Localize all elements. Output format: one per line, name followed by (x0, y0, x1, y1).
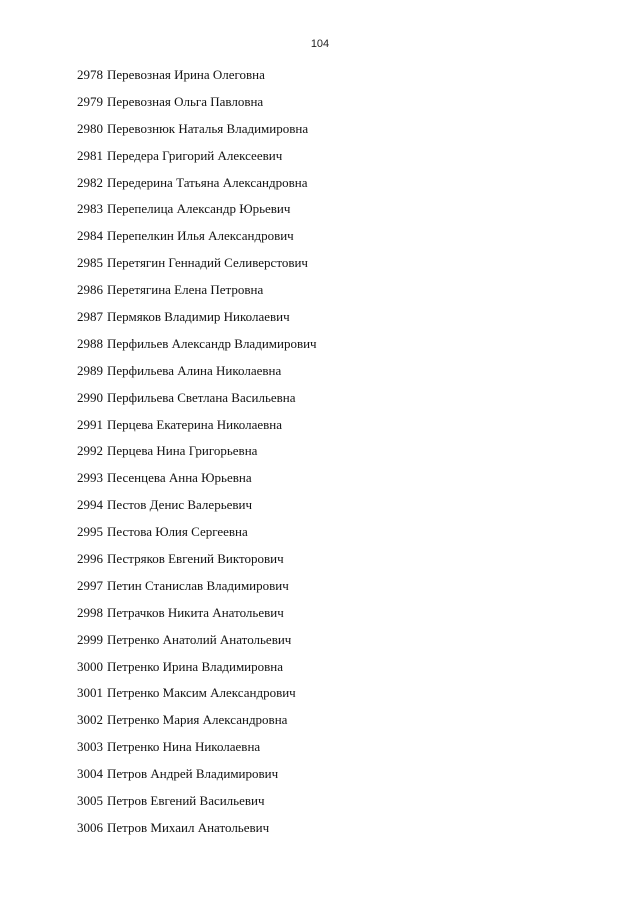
entry-number: 2985 (77, 255, 103, 271)
list-item (77, 519, 317, 546)
entry-name: Перцева Нина Григорьевна (107, 443, 258, 459)
entry-number: 2988 (77, 335, 103, 351)
entry-number: 3005 (77, 793, 103, 809)
entry-name: Петров Евгений Васильевич (107, 793, 265, 809)
entry-number: 3006 (77, 819, 103, 835)
entry-name: Петренко Ирина Владимировна (107, 658, 284, 674)
entry-name: Перфильева Алина Николаевна (107, 362, 282, 378)
entry-number: 2983 (77, 201, 103, 217)
entry-number: 3003 (77, 739, 103, 755)
list-item (77, 546, 317, 573)
list-item (77, 438, 317, 465)
entry-number: 2978 (77, 67, 103, 82)
list-item (77, 170, 317, 197)
entry-number: 3002 (77, 712, 103, 728)
entry-name: Петренко Анатолий Анатольевич (107, 631, 292, 647)
list-item (77, 304, 317, 331)
entry-name: Пестова Юлия Сергеевна (107, 524, 248, 540)
list-item (77, 250, 317, 277)
entry-number: 2986 (77, 282, 103, 298)
entry-number: 2981 (77, 147, 103, 163)
list-item (77, 680, 317, 707)
entry-number: 2991 (77, 416, 103, 432)
entry-number: 2987 (77, 309, 103, 325)
entry-number: 2996 (77, 551, 103, 567)
list-item (77, 89, 317, 116)
list-item (77, 815, 317, 842)
list-item (77, 788, 317, 815)
list-item (77, 358, 317, 385)
list-item (77, 385, 317, 412)
entry-number: 2990 (77, 389, 103, 405)
entry-name: Перепелица Александр Юрьевич (107, 201, 291, 217)
list-item (77, 707, 317, 734)
entry-name: Перевозная Ольга Павловна (107, 93, 264, 109)
list-item (77, 465, 317, 492)
entry-number: 3004 (77, 766, 103, 782)
list-item (77, 761, 317, 788)
entry-name: Передерина Татьяна Александровна (107, 174, 308, 190)
name-list (77, 62, 317, 842)
entry-number: 2984 (77, 228, 103, 244)
entry-name: Петин Станислав Владимирович (107, 577, 289, 593)
list-item (77, 62, 317, 89)
entry-number: 2994 (77, 497, 103, 513)
entry-number: 3000 (77, 658, 103, 674)
entry-number: 2979 (77, 93, 103, 109)
entry-name: Перетягин Геннадий Селиверстович (107, 255, 308, 271)
entry-name: Петренко Максим Александрович (107, 685, 296, 701)
entry-name: Пестов Денис Валерьевич (107, 497, 253, 513)
entry-name: Перфильев Александр Владимирович (107, 335, 317, 351)
entry-name: Перфильева Светлана Васильевна (107, 389, 296, 405)
entry-name: Петренко Нина Николаевна (107, 739, 261, 755)
entry-name: Петрачков Никита Анатольевич (107, 604, 284, 620)
list-item (77, 143, 317, 170)
entry-name: Петренко Мария Александровна (107, 712, 288, 728)
entry-name: Перевознюк Наталья Владимировна (107, 120, 309, 136)
entry-number: 3001 (77, 685, 103, 701)
page-number: 104 (310, 38, 330, 50)
entry-name: Передера Григорий Алексеевич (107, 147, 283, 163)
entry-name: Петров Михаил Анатольевич (107, 819, 270, 835)
entry-number: 2980 (77, 120, 103, 136)
entry-name: Перцева Екатерина Николаевна (107, 416, 282, 432)
list-item (77, 734, 317, 761)
entry-number: 2995 (77, 524, 103, 540)
list-item (77, 492, 317, 519)
entry-number: 2993 (77, 470, 103, 486)
list-item (77, 116, 317, 143)
list-item (77, 277, 317, 304)
list-item (77, 627, 317, 654)
list-item (77, 412, 317, 439)
list-item (77, 223, 317, 250)
list-item (77, 331, 317, 358)
entry-number: 2998 (77, 604, 103, 620)
entry-name: Перепелкин Илья Александрович (107, 228, 294, 244)
entry-name: Пестряков Евгений Викторович (107, 551, 284, 567)
list-item (77, 654, 317, 681)
entry-name: Перевозная Ирина Олеговна (107, 67, 265, 82)
entry-number: 2997 (77, 577, 103, 593)
entry-number: 2989 (77, 362, 103, 378)
entry-name: Пермяков Владимир Николаевич (107, 309, 290, 325)
list-item (77, 600, 317, 627)
entry-name: Петров Андрей Владимирович (107, 766, 279, 782)
entry-number: 2992 (77, 443, 103, 459)
entry-name: Перетягина Елена Петровна (107, 282, 264, 298)
entry-number: 2999 (77, 631, 103, 647)
entry-name: Песенцева Анна Юрьевна (107, 470, 252, 486)
list-item (77, 196, 317, 223)
entry-number: 2982 (77, 174, 103, 190)
list-item (77, 573, 317, 600)
